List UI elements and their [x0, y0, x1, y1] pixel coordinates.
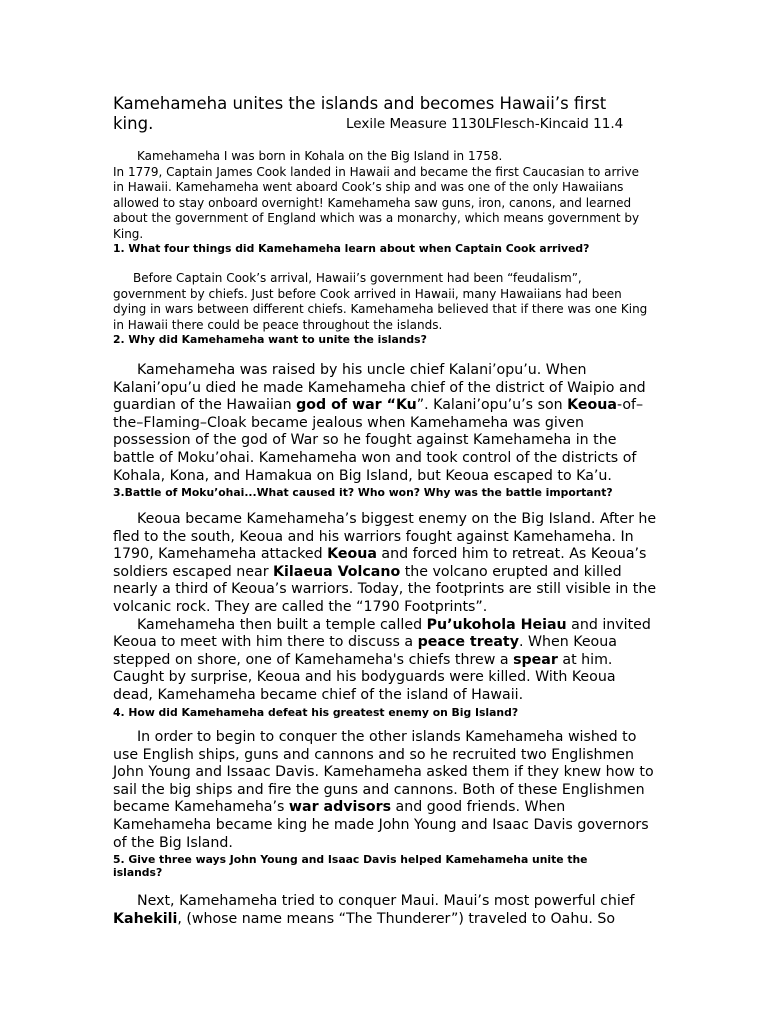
section-5: [113, 729, 658, 879]
section-4-text-5: and invited Keoua to meet with him there to discuss a: [113, 616, 651, 651]
question-2: 2. Why did Kamehameha want to unite the islands?: [113, 333, 427, 346]
title-line-1: Kamehameha unites the islands and becomes Hawaii’s first: [113, 94, 607, 113]
section-4-text-2: and forced him to retreat. As Keoua’s soldiers escaped near: [113, 546, 647, 580]
section-3-text-3: -of–the–Flaming–Cloak became jealous when Kamehameha was given possession of the god of War so he fought against Kamehameha in the battle of Moku’ohai. Kamehameha won and took control of the districts of Kohala, Kona, and Hamakua on Big Island, but Keoua escaped to Ka’u.: [113, 397, 644, 484]
section-6-text-2: , (whose name means “The Thunderer”) traveled to Oahu. So: [177, 910, 616, 927]
question-1: 1. What four things did Kamehameha learn about when Captain Cook arrived?: [113, 242, 590, 255]
section-2: [113, 271, 653, 346]
section-6-text-1: Next, Kamehameha tried to conquer Maui. Maui’s most powerful chief: [137, 893, 635, 909]
section-4-para-2: [113, 617, 658, 705]
section-6: [113, 893, 658, 928]
section-3-para: [113, 362, 658, 485]
section-6-bold-1: Kahekili: [113, 910, 178, 927]
title-word-king: king: [113, 114, 149, 133]
lexile-measure: Lexile Measure 1130L: [346, 116, 493, 132]
section-1: [113, 149, 653, 255]
question-4: 4. How did Kamehameha defeat his greatest enemy on Big Island?: [113, 705, 519, 719]
section-4-text-3: the volcano erupted and killed nearly a third of Keoua’s warriors. Today, the footprints are still visible in the volcanic rock. They are called the “1790 Footprints”.: [113, 563, 657, 615]
section-4-text-6: . When Keoua stepped on shore, one of Kamehameha's chiefs threw a: [113, 634, 617, 668]
section-5-para: [113, 729, 658, 852]
question-3: 3.Battle of Moku’ohai...What caused it? Who won? Why was the battle important?: [113, 486, 613, 500]
section-1-para-2: In 1779, Captain James Cook landed in Hawaii and became the first Caucasian to arrive in Hawaii. Kamehameha went aboard Cook’s ship and was one of the only Hawaiians allowed to stay onboard overnight! Kamehameha saw guns, iron, canons, and learned about the government of England which was a monarchy, which means government by King.: [113, 164, 640, 241]
section-3-text-2: ”. Kalani’opu’u’s son: [416, 397, 568, 414]
section-3-bold-2: Keoua: [567, 397, 617, 414]
section-4-text-1: Keoua became Kamehameha’s biggest enemy on the Big Island. After he fled to the south, Keoua and his warriors fought against Kamehameha. In 1790, Kamehameha attacked: [113, 511, 657, 563]
section-4-bold-4: peace treaty: [417, 634, 519, 651]
section-4-text-4: Kamehameha then built a temple called: [137, 616, 427, 633]
section-5-bold-1: war advisors: [288, 799, 392, 816]
section-4-bold-5: spear: [513, 651, 558, 668]
section-3: [113, 362, 658, 499]
section-4-bold-3: Pu’ukohola Heiau: [426, 616, 567, 633]
section-1-para-1: Kamehameha I was born in Kohala on the Big Island in 1758.: [137, 149, 503, 163]
section-3-text-1: Kamehameha was raised by his uncle chief Kalani’opu’u. When Kalani’opu’u died he made Kamehameha chief of the district of Waipio and guardian of the Hawaiian: [113, 362, 646, 414]
flesch-kincaid: Flesch-Kincaid 11.4: [492, 116, 624, 132]
document-title: [113, 94, 658, 134]
section-5-text-1: In order to begin to conquer the other islands Kamehameha wished to use English ships, guns and cannons and so he recruited two Englishmen John Young and Issaac Davis. Kamehameha asked them if they knew how to sail the big ships and fire the guns and cannons. Both of these Englishmen became Kamehameha’s: [113, 729, 654, 816]
section-4-bold-2: Kilaeua Volcano: [273, 563, 401, 580]
section-4-para-1: [113, 511, 658, 617]
section-4-text-7: at him. Caught by surprise, Keoua and his bodyguards were killed. With Keoua dead, Kamehameha became chief of the island of Hawaii.: [113, 651, 616, 703]
section-6-para: [113, 893, 658, 928]
section-2-para: Before Captain Cook’s arrival, Hawaii’s government had been “feudalism”, government by chiefs. Just before Cook arrived in Hawaii, many Hawaiians had been dying in wars between different chiefs. Kamehameha believed that if there was one King in Hawaii there could be peace throughout the islands.: [113, 271, 648, 332]
question-5: 5. Give three ways John Young and Isaac Davis helped Kamehameha unite the islands?: [113, 853, 588, 880]
section-5-text-2: and good friends. When Kamehameha became king he made John Young and Isaac Davis governors of the Big Island.: [113, 799, 649, 851]
section-4: [113, 511, 658, 719]
section-3-bold-1: god of war “Ku: [296, 397, 417, 414]
section-4-bold-1: Keoua: [327, 546, 377, 563]
title-period: .: [148, 114, 154, 133]
